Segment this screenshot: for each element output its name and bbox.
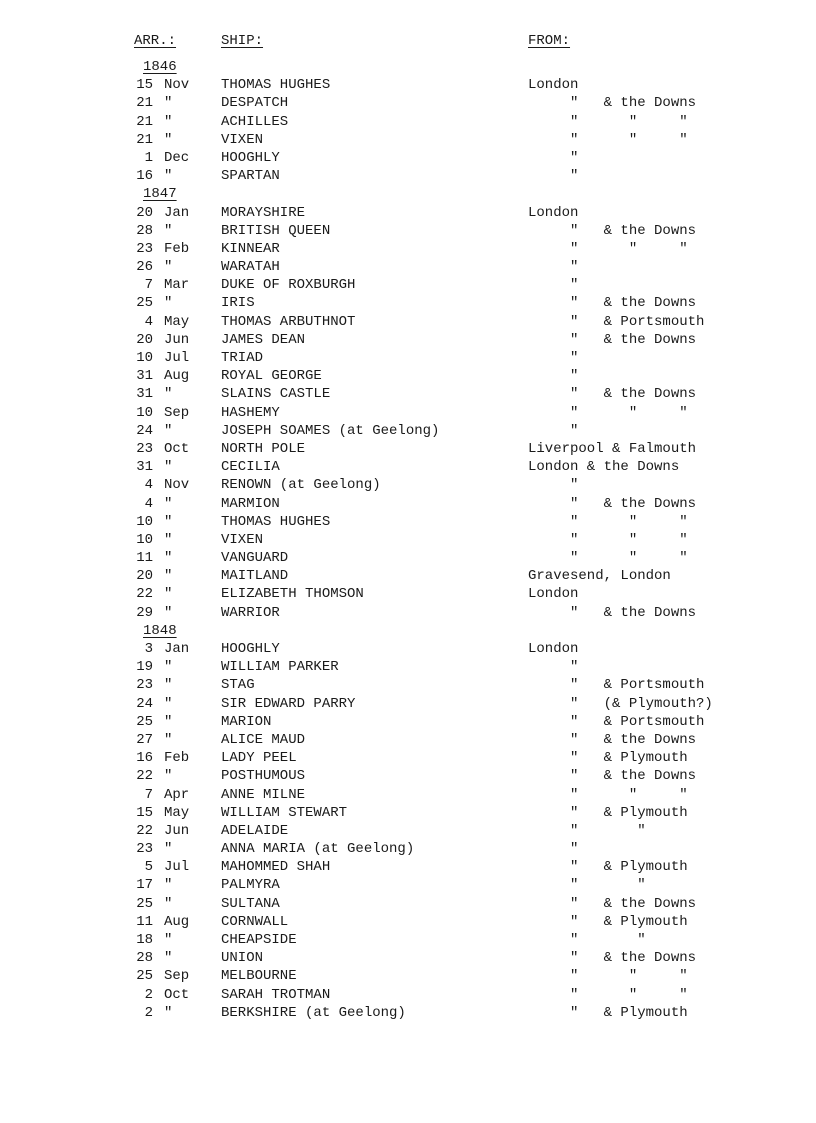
arrival-month: " bbox=[164, 168, 173, 185]
arrival-day: 31 bbox=[136, 368, 153, 385]
arrival-row bbox=[0, 349, 816, 367]
arrival-day: 1 bbox=[144, 149, 153, 166]
arrival-day: 20 bbox=[136, 331, 153, 348]
departure-port: " & the Downs bbox=[528, 495, 697, 512]
departure-port: Liverpool & Falmouth bbox=[528, 440, 697, 457]
arrival-day: 4 bbox=[144, 313, 153, 330]
arrival-day: 10 bbox=[136, 350, 153, 366]
arrival-row bbox=[0, 204, 816, 222]
departure-port: " " bbox=[528, 822, 646, 839]
ship-name: CHEAPSIDE bbox=[221, 932, 297, 948]
arrivals-list bbox=[0, 58, 816, 1022]
arrival-row bbox=[0, 967, 816, 985]
departure-port: " & Plymouth bbox=[528, 859, 688, 876]
ship-name: BRITISH QUEEN bbox=[221, 222, 331, 239]
ship-name: SULTANA bbox=[221, 895, 280, 912]
arrival-day: 2 bbox=[144, 986, 153, 1003]
arrival-row bbox=[0, 931, 816, 949]
ship-name: MORAYSHIRE bbox=[221, 204, 306, 221]
arrival-day: 4 bbox=[144, 495, 153, 512]
departure-port: London bbox=[528, 204, 579, 221]
arrival-row bbox=[0, 167, 816, 185]
arrival-day: 21 bbox=[136, 131, 153, 148]
departure-port: " & the Downs bbox=[528, 895, 697, 912]
arrival-row bbox=[0, 840, 816, 858]
arrival-month: " bbox=[164, 768, 173, 785]
year-label: 1846 bbox=[143, 59, 177, 75]
arrival-row bbox=[0, 786, 816, 804]
ship-name: WARATAH bbox=[221, 259, 280, 276]
departure-port: " " " bbox=[528, 404, 688, 421]
ship-name: WILLIAM STEWART bbox=[221, 804, 348, 821]
from-column-header: FROM: bbox=[528, 33, 571, 49]
arrival-day: 25 bbox=[136, 968, 153, 985]
departure-port: " & Plymouth bbox=[528, 804, 688, 821]
arrival-month: " bbox=[164, 932, 173, 948]
arrival-row bbox=[0, 149, 816, 167]
ship-name: ACHILLES bbox=[221, 113, 289, 130]
departure-port: " & the Downs bbox=[528, 386, 697, 403]
arrival-day: 3 bbox=[144, 641, 153, 657]
ship-name: ADELAIDE bbox=[221, 822, 289, 839]
departure-port: " " " bbox=[528, 113, 688, 130]
arrival-row bbox=[0, 495, 816, 513]
arrival-row bbox=[0, 731, 816, 749]
arrival-day: 2 bbox=[144, 1004, 153, 1021]
arrival-month: " bbox=[164, 386, 173, 403]
arrival-day: 15 bbox=[136, 804, 153, 821]
arrival-month: Jul bbox=[164, 859, 190, 876]
arrival-row bbox=[0, 331, 816, 349]
arrival-row bbox=[0, 94, 816, 112]
arrival-day: 5 bbox=[144, 859, 153, 876]
arrival-row bbox=[0, 658, 816, 676]
arrival-day: 29 bbox=[136, 604, 153, 621]
ship-name: JOSEPH SOAMES (at Geelong) bbox=[221, 422, 440, 439]
departure-port: " " " bbox=[528, 786, 688, 803]
ship-name: POSTHUMOUS bbox=[221, 768, 306, 785]
arrival-row bbox=[0, 640, 816, 658]
arrival-row bbox=[0, 876, 816, 894]
arrival-day: 24 bbox=[136, 422, 153, 439]
arrival-month: " bbox=[164, 1004, 173, 1021]
ship-name: NORTH POLE bbox=[221, 440, 306, 457]
ship-name: ANNA MARIA (at Geelong) bbox=[221, 841, 415, 858]
departure-port: " & the Downs bbox=[528, 331, 697, 348]
arrival-row bbox=[0, 695, 816, 713]
arrival-row bbox=[0, 276, 816, 294]
arrival-day: 16 bbox=[136, 750, 153, 767]
departure-port: " bbox=[528, 277, 579, 294]
ship-name: WARRIOR bbox=[221, 604, 280, 621]
departure-port: " & Portsmouth bbox=[528, 713, 705, 730]
arrival-day: 4 bbox=[144, 477, 153, 494]
departure-port: " & the Downs bbox=[528, 604, 697, 621]
ship-name: SPARTAN bbox=[221, 168, 280, 185]
arrival-row bbox=[0, 986, 816, 1004]
arrival-day: 27 bbox=[136, 731, 153, 748]
ship-name: KINNEAR bbox=[221, 240, 280, 257]
departure-port: " bbox=[528, 477, 579, 494]
arrival-day: 24 bbox=[136, 695, 153, 712]
arrival-row bbox=[0, 476, 816, 494]
arrival-month: Nov bbox=[164, 477, 190, 494]
arrival-month: " bbox=[164, 550, 173, 567]
arrival-row bbox=[0, 404, 816, 422]
ship-name: MARION bbox=[221, 713, 272, 730]
arrival-row bbox=[0, 676, 816, 694]
departure-port: " & Portsmouth bbox=[528, 313, 705, 330]
departure-port: London & the Downs bbox=[528, 459, 680, 476]
departure-port: " " " bbox=[528, 968, 688, 985]
arrival-day: 20 bbox=[136, 204, 153, 221]
ship-name: STAG bbox=[221, 677, 255, 694]
year-label: 1847 bbox=[143, 186, 177, 203]
year-label: 1848 bbox=[143, 622, 177, 639]
arrival-row bbox=[0, 258, 816, 276]
arrival-day: 17 bbox=[136, 877, 153, 894]
arrival-row bbox=[0, 76, 816, 94]
arrival-row bbox=[0, 858, 816, 876]
ship-name: THOMAS HUGHES bbox=[221, 77, 331, 94]
arrival-column-header: ARR.: bbox=[134, 33, 177, 49]
arrival-month: " bbox=[164, 459, 173, 476]
departure-port: London bbox=[528, 586, 579, 603]
arrival-row bbox=[0, 567, 816, 585]
ship-name: DUKE OF ROXBURGH bbox=[221, 277, 356, 294]
arrival-row bbox=[0, 458, 816, 476]
arrival-month: Apr bbox=[164, 786, 190, 803]
ship-name: MAHOMMED SHAH bbox=[221, 859, 331, 876]
arrival-day: 7 bbox=[144, 786, 153, 803]
arrival-month: Mar bbox=[164, 277, 190, 294]
departure-port: " & the Downs bbox=[528, 222, 697, 239]
departure-port: Gravesend, London bbox=[528, 568, 671, 585]
arrival-month: Feb bbox=[164, 750, 190, 767]
departure-port: " bbox=[528, 149, 579, 166]
arrival-month: " bbox=[164, 422, 173, 439]
arrival-day: 25 bbox=[136, 713, 153, 730]
departure-port: " & the Downs bbox=[528, 295, 697, 312]
departure-port: " bbox=[528, 368, 579, 385]
arrival-day: 7 bbox=[144, 277, 153, 294]
departure-port: " " " bbox=[528, 513, 688, 530]
arrival-row bbox=[0, 240, 816, 258]
arrival-row bbox=[0, 513, 816, 531]
departure-port: " " bbox=[528, 932, 646, 948]
arrival-row bbox=[0, 822, 816, 840]
ship-name: ELIZABETH THOMSON bbox=[221, 586, 364, 603]
arrival-row bbox=[0, 131, 816, 149]
year-heading bbox=[0, 185, 816, 203]
arrival-month: May bbox=[164, 804, 190, 821]
ship-name: HOOGHLY bbox=[221, 641, 280, 657]
arrival-day: 23 bbox=[136, 677, 153, 694]
arrival-row bbox=[0, 440, 816, 458]
arrival-month: " bbox=[164, 731, 173, 748]
arrival-month: " bbox=[164, 131, 173, 148]
departure-port: London bbox=[528, 77, 579, 94]
arrival-day: 11 bbox=[136, 550, 153, 567]
arrival-month: " bbox=[164, 877, 173, 894]
departure-port: " & the Downs bbox=[528, 95, 697, 112]
arrival-row bbox=[0, 804, 816, 822]
arrival-row bbox=[0, 531, 816, 549]
year-heading bbox=[0, 58, 816, 76]
arrival-row bbox=[0, 767, 816, 785]
arrival-month: " bbox=[164, 895, 173, 912]
ship-name: WILLIAM PARKER bbox=[221, 659, 339, 676]
arrival-month: May bbox=[164, 313, 190, 330]
departure-port: " " " bbox=[528, 550, 688, 567]
departure-port: " " " bbox=[528, 240, 688, 257]
arrival-row bbox=[0, 367, 816, 385]
ship-name: MARMION bbox=[221, 495, 280, 512]
arrival-row bbox=[0, 549, 816, 567]
departure-port: " bbox=[528, 168, 579, 185]
arrival-month: " bbox=[164, 677, 173, 694]
ship-name: THOMAS ARBUTHNOT bbox=[221, 313, 356, 330]
departure-port: " bbox=[528, 841, 579, 858]
ship-name: JAMES DEAN bbox=[221, 331, 306, 348]
year-heading bbox=[0, 622, 816, 640]
departure-port: London bbox=[528, 641, 579, 657]
arrival-day: 10 bbox=[136, 531, 153, 548]
departure-port: " (& Plymouth?) bbox=[528, 695, 713, 712]
arrival-day: 23 bbox=[136, 841, 153, 858]
arrival-row bbox=[0, 949, 816, 967]
arrival-month: " bbox=[164, 695, 173, 712]
arrival-month: " bbox=[164, 95, 173, 112]
arrival-month: Sep bbox=[164, 968, 190, 985]
departure-port: " & Plymouth bbox=[528, 913, 688, 930]
ship-name: MELBOURNE bbox=[221, 968, 297, 985]
arrival-row bbox=[0, 313, 816, 331]
departure-port: " & Plymouth bbox=[528, 750, 688, 767]
arrival-day: 23 bbox=[136, 440, 153, 457]
arrival-row bbox=[0, 422, 816, 440]
arrival-day: 22 bbox=[136, 822, 153, 839]
arrival-day: 10 bbox=[136, 404, 153, 421]
ship-name: CORNWALL bbox=[221, 913, 289, 930]
ship-name: ROYAL GEORGE bbox=[221, 368, 322, 385]
ship-name: HOOGHLY bbox=[221, 149, 280, 166]
arrival-month: " bbox=[164, 604, 173, 621]
departure-port: " " " bbox=[528, 531, 688, 548]
ship-name: UNION bbox=[221, 950, 264, 967]
arrival-row bbox=[0, 113, 816, 131]
arrival-month: Jan bbox=[164, 204, 190, 221]
ship-name: SLAINS CASTLE bbox=[221, 386, 331, 403]
arrival-day: 10 bbox=[136, 513, 153, 530]
arrival-month: Jun bbox=[164, 822, 190, 839]
arrival-month: " bbox=[164, 295, 173, 312]
arrival-day: 11 bbox=[136, 913, 153, 930]
arrival-month: " bbox=[164, 222, 173, 239]
ship-column-header: SHIP: bbox=[221, 33, 264, 49]
arrival-month: Aug bbox=[164, 913, 190, 930]
arrival-month: Oct bbox=[164, 440, 190, 457]
ship-name: TRIAD bbox=[221, 350, 264, 366]
ship-name: BERKSHIRE (at Geelong) bbox=[221, 1004, 406, 1021]
departure-port: " " bbox=[528, 877, 646, 894]
arrival-month: " bbox=[164, 568, 173, 585]
departure-port: " & the Downs bbox=[528, 731, 697, 748]
arrival-day: 20 bbox=[136, 568, 153, 585]
arrival-day: 16 bbox=[136, 168, 153, 185]
departure-port: " & Plymouth bbox=[528, 1004, 688, 1021]
departure-port: " bbox=[528, 422, 579, 439]
arrival-month: " bbox=[164, 950, 173, 967]
ship-name: IRIS bbox=[221, 295, 255, 312]
departure-port: " & the Downs bbox=[528, 768, 697, 785]
departure-port: " bbox=[528, 259, 579, 276]
arrival-month: Nov bbox=[164, 77, 190, 94]
arrival-row bbox=[0, 385, 816, 403]
departure-port: " & the Downs bbox=[528, 950, 697, 967]
arrival-day: 18 bbox=[136, 932, 153, 948]
arrival-month: " bbox=[164, 531, 173, 548]
arrival-month: " bbox=[164, 713, 173, 730]
arrival-day: 26 bbox=[136, 259, 153, 276]
ship-name: ALICE MAUD bbox=[221, 731, 306, 748]
ship-name: ANNE MILNE bbox=[221, 786, 306, 803]
ship-name: CECILIA bbox=[221, 459, 280, 476]
arrival-day: 21 bbox=[136, 113, 153, 130]
arrival-day: 15 bbox=[136, 77, 153, 94]
ship-name: HASHEMY bbox=[221, 404, 280, 421]
departure-port: " bbox=[528, 350, 579, 366]
ship-name: VANGUARD bbox=[221, 550, 289, 567]
ship-name: MAITLAND bbox=[221, 568, 289, 585]
arrival-day: 22 bbox=[136, 586, 153, 603]
arrival-month: " bbox=[164, 659, 173, 676]
ship-name: LADY PEEL bbox=[221, 750, 297, 767]
arrival-row bbox=[0, 895, 816, 913]
arrival-row bbox=[0, 1004, 816, 1022]
departure-port: " & Portsmouth bbox=[528, 677, 705, 694]
arrival-month: Aug bbox=[164, 368, 190, 385]
ship-name: SIR EDWARD PARRY bbox=[221, 695, 356, 712]
arrival-row bbox=[0, 604, 816, 622]
arrival-row bbox=[0, 585, 816, 603]
arrival-month: " bbox=[164, 513, 173, 530]
arrival-month: " bbox=[164, 259, 173, 276]
arrival-month: " bbox=[164, 586, 173, 603]
arrival-day: 28 bbox=[136, 950, 153, 967]
departure-port: " bbox=[528, 659, 579, 676]
arrival-month: Oct bbox=[164, 986, 190, 1003]
arrival-day: 31 bbox=[136, 459, 153, 476]
ship-name: DESPATCH bbox=[221, 95, 289, 112]
arrival-month: Sep bbox=[164, 404, 190, 421]
arrival-day: 21 bbox=[136, 95, 153, 112]
departure-port: " " " bbox=[528, 986, 688, 1003]
arrival-month: Jun bbox=[164, 331, 190, 348]
arrival-row bbox=[0, 222, 816, 240]
arrival-day: 25 bbox=[136, 895, 153, 912]
arrival-month: Jul bbox=[164, 350, 190, 366]
arrival-row bbox=[0, 294, 816, 312]
arrival-row bbox=[0, 713, 816, 731]
arrival-day: 23 bbox=[136, 240, 153, 257]
departure-port: " " " bbox=[528, 131, 688, 148]
arrival-row bbox=[0, 913, 816, 931]
arrival-month: " bbox=[164, 495, 173, 512]
arrival-day: 19 bbox=[136, 659, 153, 676]
ship-name: THOMAS HUGHES bbox=[221, 513, 331, 530]
ship-name: VIXEN bbox=[221, 131, 264, 148]
arrival-day: 25 bbox=[136, 295, 153, 312]
arrival-day: 22 bbox=[136, 768, 153, 785]
ship-name: SARAH TROTMAN bbox=[221, 986, 331, 1003]
arrival-row bbox=[0, 749, 816, 767]
ship-name: VIXEN bbox=[221, 531, 264, 548]
arrival-month: Jan bbox=[164, 641, 190, 657]
arrival-month: Feb bbox=[164, 240, 190, 257]
arrival-month: Dec bbox=[164, 149, 190, 166]
ship-name: RENOWN (at Geelong) bbox=[221, 477, 381, 494]
arrival-month: " bbox=[164, 841, 173, 858]
arrival-day: 28 bbox=[136, 222, 153, 239]
arrival-month: " bbox=[164, 113, 173, 130]
ship-name: PALMYRA bbox=[221, 877, 280, 894]
arrival-day: 31 bbox=[136, 386, 153, 403]
